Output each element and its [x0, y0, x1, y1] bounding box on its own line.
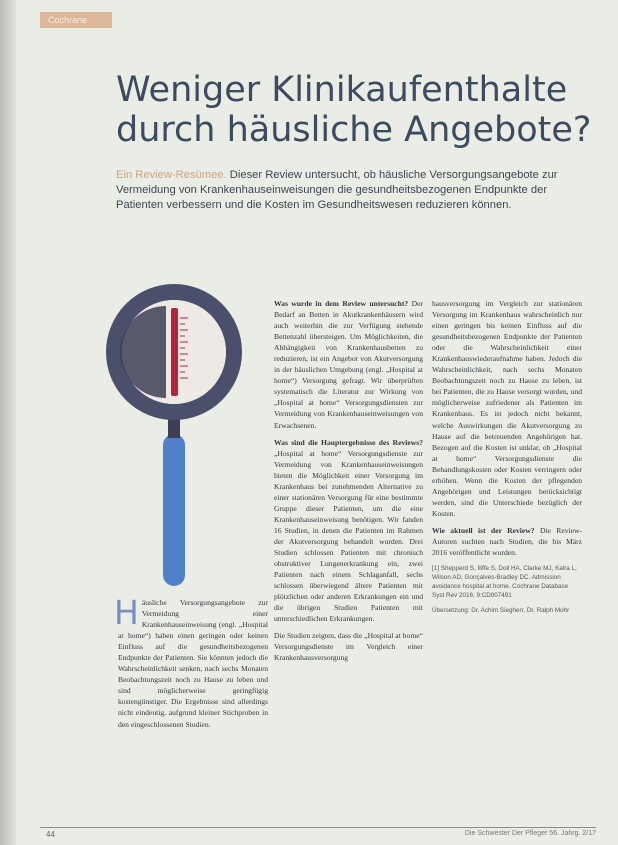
intro-paragraph: [114, 593, 268, 730]
drop-cap: H: [114, 593, 139, 632]
column-2: [274, 298, 423, 670]
article-title: Weniger Klinikaufenthalte durch häusliche Angebote?: [116, 70, 592, 150]
journal-footer: Die Schwester Der Pfleger 56. Jahrg. 2/17: [464, 830, 596, 837]
paragraph-studies-showed: Die Studien zeigten, dass die „Hospital at home“ Versorgungsdienste im Vergleich einer Krankenhausversorgung: [274, 631, 423, 663]
footer-rule: [40, 827, 596, 828]
lead-kicker: Ein Review-Resümee.: [116, 169, 227, 181]
section-tag: Cochrane: [40, 12, 112, 28]
paragraph-main-results: [274, 437, 423, 625]
heading-review-question: Was wurde in dem Review untersucht?: [274, 299, 409, 308]
lead-text: Dieser Review untersucht, ob häusliche Versorgungsangebote zur Vermeidung von Krankenhauseinweisungen die gesundheitsbezogenen Endpunkte der Patienten verbessern und die Kosten im Gesundheitswesen reduzieren können.: [116, 169, 558, 211]
thermometer-tube: [171, 308, 178, 396]
column-3: [432, 298, 582, 621]
translation-credit: Übersetzung: Dr. Achim Siegherr, Dr. Ralph Mohr: [432, 607, 570, 615]
magnifying-glass-illustration: [96, 284, 256, 594]
column-1: [114, 593, 268, 736]
page-number: 44: [46, 830, 55, 839]
article-lead: [116, 168, 594, 213]
text-review-question: Der Bedarf an Betten in Akutkrankenhäusern wird auch weiterhin die zur Verfügung stehende Bettenzahl übersteigen. Um Möglichkeiten, die Abhängigkeit von Krankenhausbetten zu reduzieren, ist ein Angebot von Akutversorgung in der häuslichen Umgebung (engl. „Hospital at home“) Versorgung gefragt. Wir überprüften systematisch die Literatur zur Wirkung von „Hospital at home“ Versorgungsdiensten zur Vermeidung von Krankenhauseinweisungen von Erwachsenen.: [274, 299, 423, 430]
paragraph-continued: hausversorgung im Vergleich zur stationären Versorgung im Krankenhaus wahrscheinlich nur einen geringen bis keinen Einfluss auf die gesundheitsbezogenen Endpunkte der Patienten oder die Wahrscheinlichkeit einer Krankenhauswiederaufnahme haben. Jedoch die Wahrscheinlichkeit, nach sechs Monaten Beobachtungszeit noch zu Hause zu leben, ist bei Patienten, die zu Hause versorgt wurden, und möglicherweise zufriedener als Patienten im Krankenhaus. Es ist jedoch nicht bekannt, welche Auswirkungen die Akutversorgung zu Hause auf die betreuenden Angehörigen hat. Bezogen auf die Kosten ist unklar, ob „Hospital at home“ Versorgungsdienste die Behandlungskosten oder Kosten verringern oder erhöhen. Wenn die Kosten der pflegenden Angehörigen und Leistungen berücksichtigt werden, sind die Unterschiede bezüglich der Kosten.: [432, 299, 582, 518]
paragraph-how-current: [432, 525, 582, 558]
text-how-current: Die Review-Autoren suchten nach Studien, die bis März 2016 veröffentlicht wurden.: [432, 525, 582, 558]
paragraph-review-question: [274, 298, 423, 431]
reference: [1] Shepperd S, Iliffe S, Doll HA, Clarke MJ, Kalra L, Wilson AD, Gonçalves-Bradley DC. Admission avoidance hospital at home. Cochrane Database Syst Rev 2016; 9:CD007491: [432, 565, 577, 600]
page-binding-shadow: [0, 0, 16, 845]
intro-text: äusliche Versorgungsangebote zur Vermeidung einer Krankenhauseinweisung (engl. „Hospital at home“) haben einen geringen oder keinen Einfluss auf die gesundheitsbezogenen Endpunkte der Patienten. Sie könnten jedoch die Wahrscheinlichkeit senken, nach sechs Monaten Beobachtungszeit noch zu Hause zu leben und sind möglicherweise geringfügig kostengünstiger. Die Ergebnisse sind allerdings nicht eindeutig, aufgrund kleiner Stichproben in den eingeschlossenen Studien.: [118, 598, 268, 729]
text-main-results: „Hospital at home“ Versorgungsdienste zur Vermeidung von Krankenhauseinweisungen bieten die Möglichkeit einer Versorgung im Krankenhaus bei zunehmenden Alternative zu einer stationären Versorgung für eine bestimmte Gruppe dieser Patienten, um die eine Krankenhauseinweisung benötigen. Wir fanden 16 Studien, in denen die Patienten im Rahmen der Akutversorgung behandelt wurden. Drei Studien schlossen Patienten mit chronisch obstruktiver Lungenerkrankung ein, zwei Patienten nach einem Schlaganfall, sechs schlossen überwiegend ältere Patienten mit plötzlichen oder anderen Erkrankungen ein und die übrigen Studien Patienten mit unterschiedlichen Erkrankungen.: [274, 448, 423, 624]
heading-main-results: Was sind die Hauptergebnisse des Reviews?: [274, 437, 423, 447]
magnifier-handle: [163, 434, 185, 586]
heading-how-current: Wie aktuell ist der Review?: [432, 525, 535, 535]
